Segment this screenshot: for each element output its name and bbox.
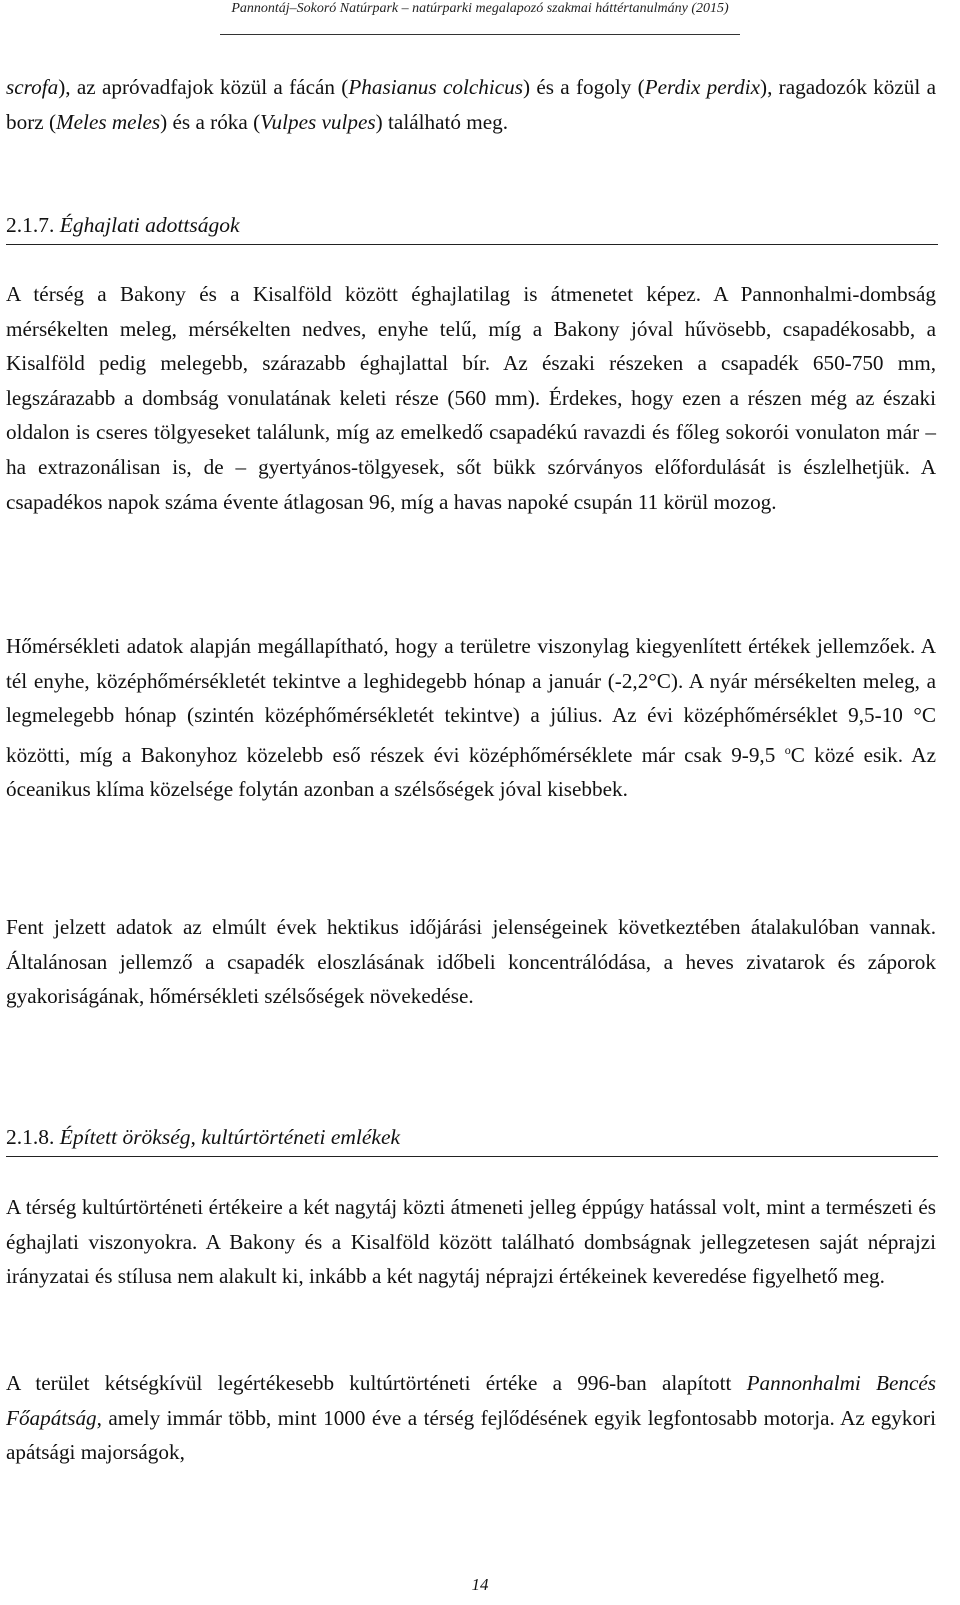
section-number: 2.1.7. xyxy=(6,213,55,237)
climate-paragraph-3: Fent jelzett adatok az elmúlt évek hektikus időjárási jelenségeinek következtében átalakulóban vannak. Általánosan jellemző a csapadék eloszlásának időbeli koncentrálódása, a heves zivatarok és záporok gyakoriságának, hőmérsékleti szélsőségek növekedése. xyxy=(6,915,936,1009)
heritage-paragraph-1: A térség kultúrtörténeti értékeire a két nagytáj közti átmeneti jelleg éppúgy hatással volt, mint a természeti és éghajlati viszonyokra. A Bakony és a Kisalföld között található dombságnak jellegzetesen saját néprajzi irányzatai és stílusa nem alakult ki, inkább a két nagytáj néprajzi értékeinek keveredése figyelhető meg. xyxy=(6,1195,936,1289)
intro-paragraph: scrofa), az apróvadfajok közül a fácán (Phasianus colchicus) és a fogoly (Perdix perdix), ragadozók közül a borz (Meles meles) és a róka (Vulpes vulpes) található meg. xyxy=(6,75,936,134)
section-heading-218 xyxy=(6,1122,938,1157)
running-title: Pannontáj–Sokoró Natúrpark – natúrparki megalapozó szakmai háttértanulmány (2015) xyxy=(231,1,729,16)
heritage-paragraph-2: A terület kétségkívül legértékesebb kultúrtörténeti értéke a 996-ban alapított Pannonhalmi Bencés Főapátság, amely immár több, mint 1000 éve a térség fejlődésének egyik legfontosabb motorja. Az egykori apátsági majorságok, xyxy=(6,1371,936,1465)
climate-paragraph-1: A térség a Bakony és a Kisalföld között éghajlatilag is átmenetet képez. A Pannonhalmi-dombság mérsékelten meleg, mérsékelten nedves, enyhe telű, míg a Bakony jóval hűvösebb, csapadékosabb, a Kisalföld pedig melegebb, szárazabb éghajlattal bír. Az északi részeken a csapadék 650-750 mm, legszárazabb a dombság vonulatának keleti része (560 mm). Érdekes, hogy ezen a részen még az északi oldalon is cseres tölgyeseket találunk, míg az emelkedő csapadékú ravazdi és főleg sokorói vonulaton már – ha extrazonálisan is, de – gyertyános-tölgyesek, sőt bükk szórványos előfordulását is észlelhetjük. A csapadékos napok száma évente átlagosan 96, míg a havas napoké csupán 11 körül mozog. xyxy=(6,282,936,514)
section-title: Éghajlati adottságok xyxy=(59,213,240,237)
section-number: 2.1.8. xyxy=(6,1125,55,1149)
section-title: Épített örökség, kultúrtörténeti emlékek xyxy=(59,1125,401,1149)
climate-paragraph-2: Hőmérsékleti adatok alapján megállapítható, hogy a területre viszonylag kiegyenlített értékek jellemzőek. A tél enyhe, középhőmérsékletét tekintve a leghidegebb hónap a január (-2,2°C). A nyár mérsékelten meleg, a legmelegebb hónap (szintén középhőmérsékletét tekintve) a július. Az évi középhőmérséklet 9,5-10 °C közötti, míg a Bakonyhoz közelebb eső részek évi középhőmérséklete már csak 9-9,5 $^o$C közé esik. Az óceanikus klíma közelsége folytán azonban a szélsőségek jóval kisebbek. xyxy=(6,634,936,802)
running-header xyxy=(0,0,960,18)
page-number: 14 xyxy=(471,1575,489,1594)
section-heading-217 xyxy=(6,210,938,245)
header-divider xyxy=(220,34,740,35)
